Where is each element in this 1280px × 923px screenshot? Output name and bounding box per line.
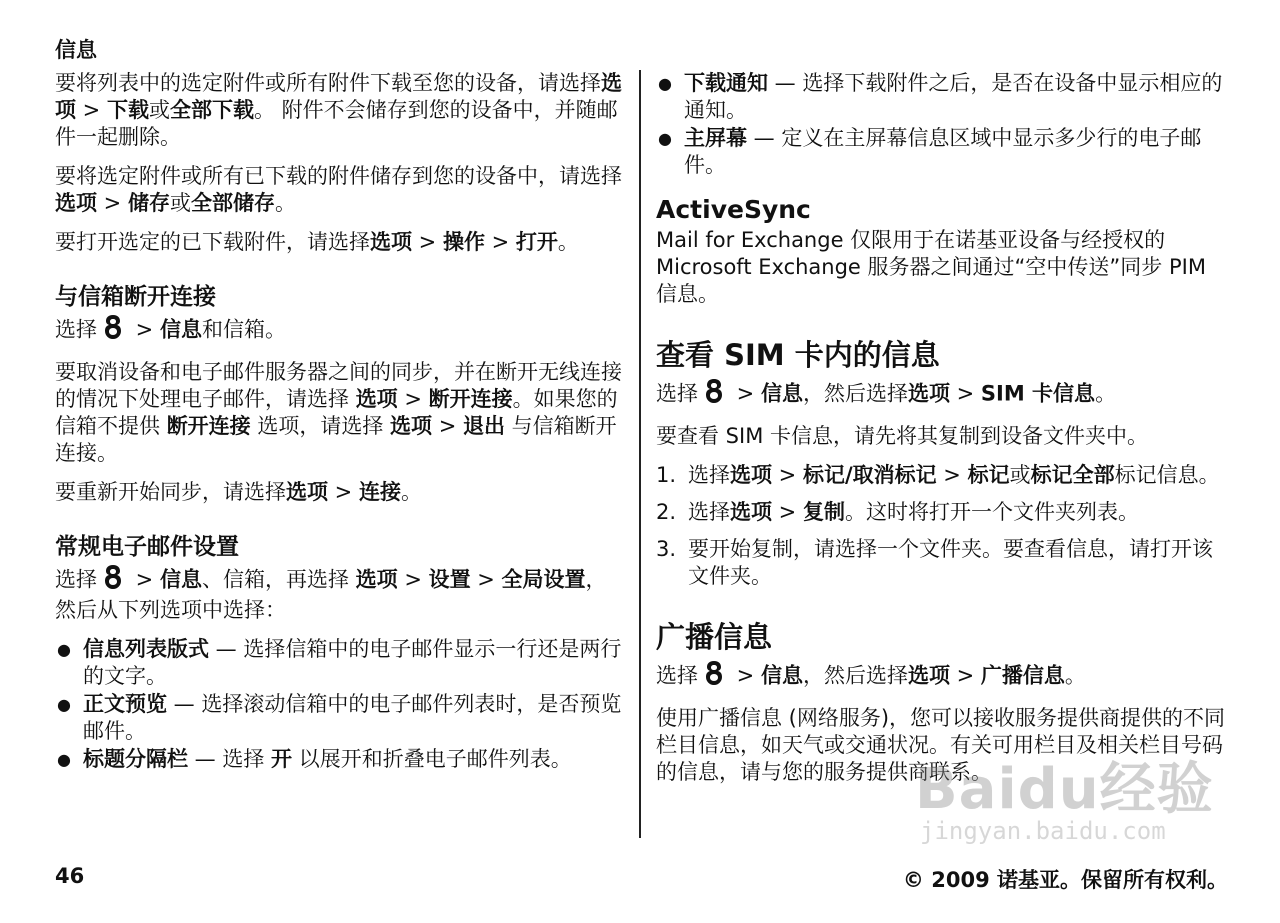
general-settings-heading: 常规电子邮件设置 <box>55 534 239 560</box>
broadcast-path: 选择 > 信息，然后选择选项 > 广播信息。 <box>656 660 1231 693</box>
menu-key-icon <box>103 564 123 597</box>
watermark-logo: Baidu经验 <box>915 757 1214 822</box>
notification-settings-list <box>656 70 1231 179</box>
attachment-save-paragraph: 要将选定附件或所有已下载的附件储存到您的设备中，请选择选项 > 储存或全部储存。 <box>55 164 622 215</box>
broadcast-paragraph: 使用广播信息 (网络服务)，您可以接收服务提供商提供的不同栏目信息，如天气或交通状况。有关可用栏目及相关栏目号码的信息，请与您的服务提供商联系。 <box>656 706 1226 784</box>
watermark-url: jingyan.baidu.com <box>920 817 1166 845</box>
column-divider <box>639 70 641 838</box>
page-header-title: 信息 <box>55 38 97 62</box>
sim-path: 选择 > 信息，然后选择选项 > SIM 卡信息。 <box>656 378 1231 411</box>
list-item: 1. 选择选项 > 标记/取消标记 > 标记或标记全部标记信息。 <box>656 463 1220 487</box>
copyright-notice: © 2009 诺基亚。保留所有权利。 <box>902 868 1228 892</box>
disconnect-heading: 与信箱断开连接 <box>55 284 216 310</box>
attachment-download-paragraph: 要将列表中的选定附件或所有附件下载至您的设备，请选择选项 > 下载或全部下载。 附件不会储存到您的设备中，并随邮件一起删除。 <box>55 71 622 149</box>
disconnect-path: 选择 > 信息和信箱。 <box>55 314 625 347</box>
activesync-paragraph: Mail for Exchange 仅限用于在诺基亚设备与经授权的 Microsoft Exchange 服务器之间通过“空中传送”同步 PIM 信息。 <box>656 228 1206 306</box>
menu-key-icon <box>704 378 724 411</box>
baidu-watermark <box>890 745 1220 865</box>
attachment-open-paragraph: 要打开选定的已下载附件，请选择选项 > 操作 > 打开。 <box>55 230 579 254</box>
list-item: ● 正文预览 — 选择滚动信箱中的电子邮件列表时，是否预览邮件。 <box>55 691 625 745</box>
page-number: 46 <box>55 864 85 888</box>
list-item: ● 信息列表版式 — 选择信箱中的电子邮件显示一行还是两行的文字。 <box>55 636 625 690</box>
left-column <box>55 70 625 774</box>
disconnect-paragraph: 要取消设备和电子邮件服务器之间的同步，并在断开无线连接的情况下处理电子邮件，请选择 选项 > 断开连接。如果您的信箱不提供 断开连接 选项，请选择 选项 > 退出 与信箱断开连接。 <box>55 360 622 465</box>
list-item: 3. 要开始复制，请选择一个文件夹。要查看信息，请打开该文件夹。 <box>656 537 1213 588</box>
list-item: 2. 选择选项 > 复制。这时将打开一个文件夹列表。 <box>656 500 1139 524</box>
general-settings-list <box>55 636 625 773</box>
list-item: ● 主屏幕 — 定义在主屏幕信息区域中显示多少行的电子邮件。 <box>656 125 1231 179</box>
general-settings-path: 选择 > 信息、信箱，再选择 选项 > 设置 > 全局设置，然后从下列选项中选择： <box>55 564 625 624</box>
activesync-heading: ActiveSync <box>656 195 811 224</box>
sim-paragraph: 要查看 SIM 卡信息，请先将其复制到设备文件夹中。 <box>656 424 1148 448</box>
menu-key-icon <box>103 314 123 347</box>
list-item: ● 标题分隔栏 — 选择 开 以展开和折叠电子邮件列表。 <box>55 746 625 773</box>
list-item: ● 下载通知 — 选择下载附件之后，是否在设备中显示相应的通知。 <box>656 70 1231 124</box>
right-column <box>656 70 1231 798</box>
sim-heading: 查看 SIM 卡内的信息 <box>656 338 940 372</box>
sim-steps <box>656 462 1231 590</box>
broadcast-heading: 广播信息 <box>656 620 773 654</box>
resync-paragraph: 要重新开始同步，请选择选项 > 连接。 <box>55 480 422 504</box>
menu-key-icon <box>704 660 724 693</box>
